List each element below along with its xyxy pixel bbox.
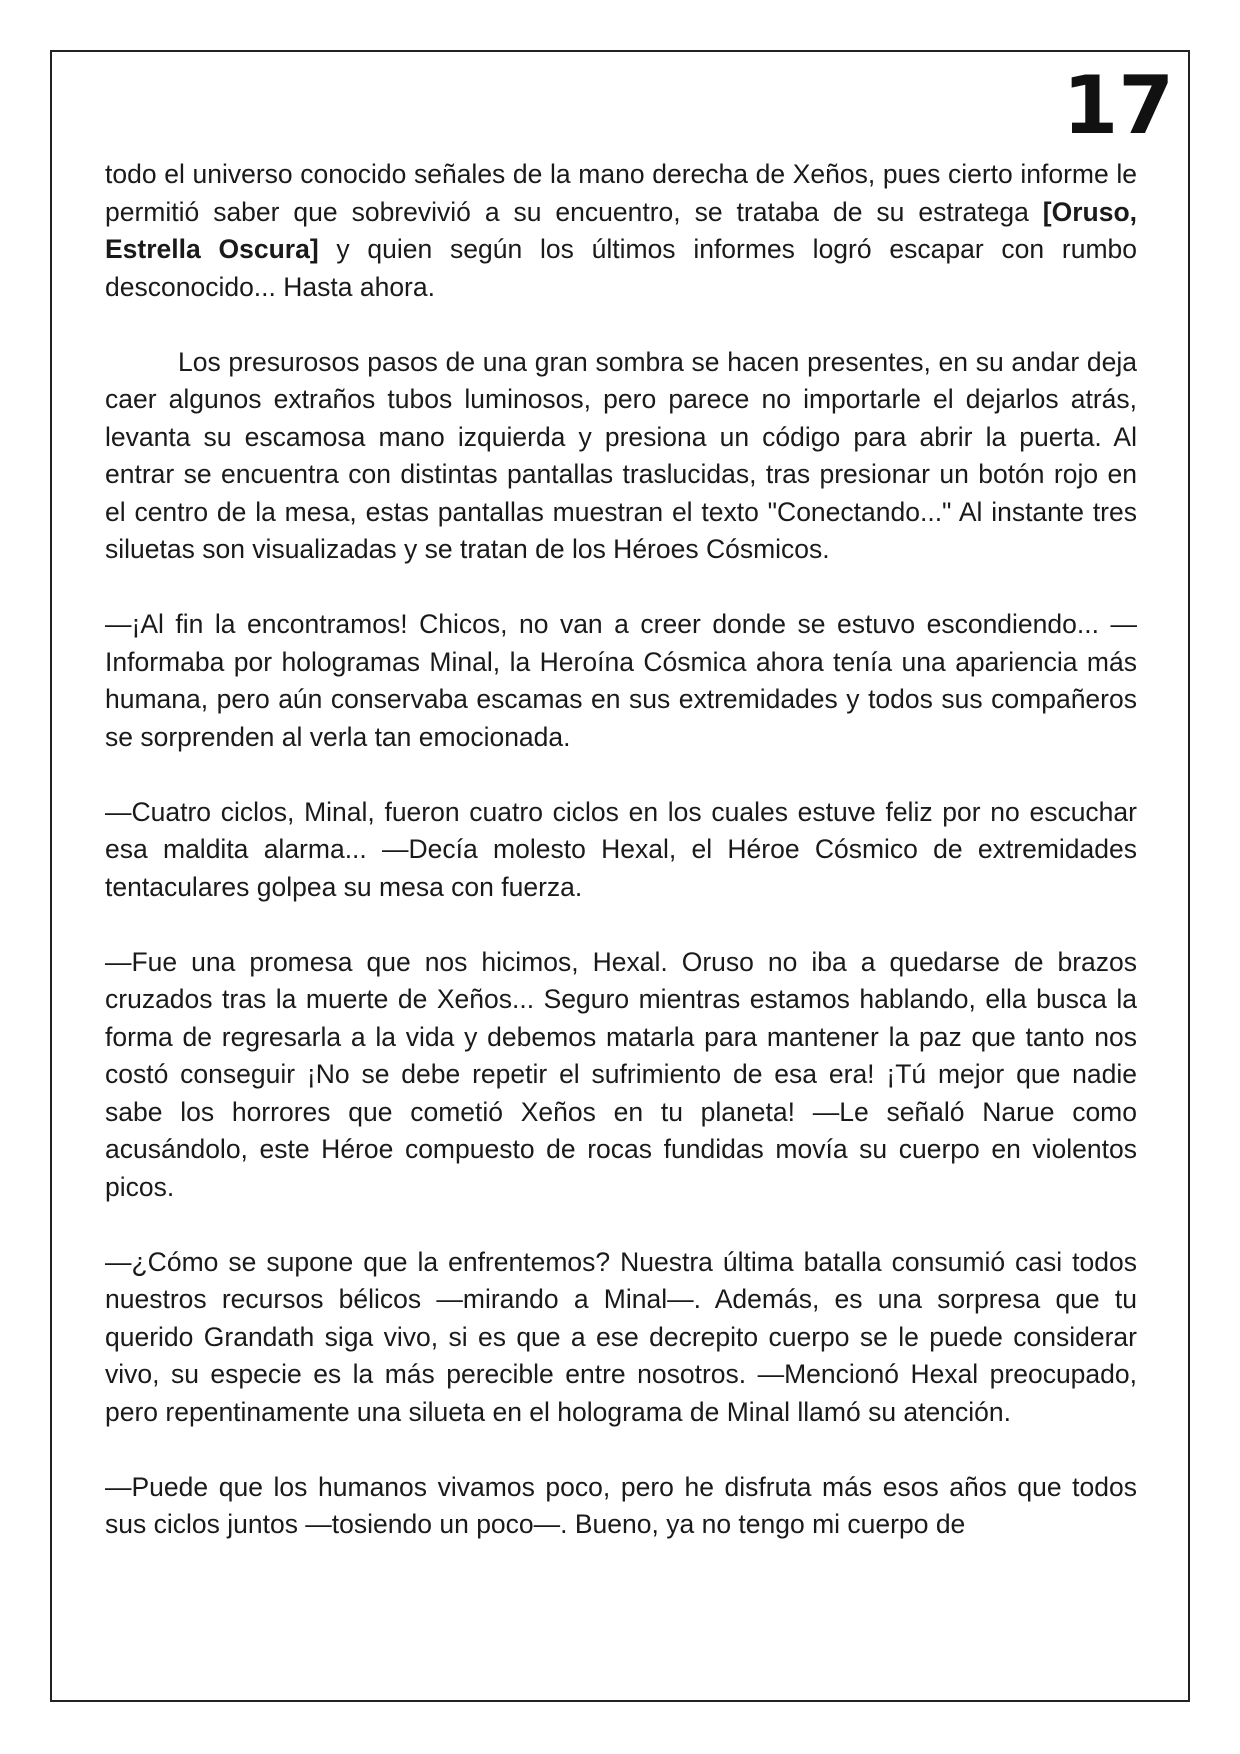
- character-name-bold: [Oruso, Estrella Oscura]: [105, 196, 1137, 264]
- paragraph-3: —¡Al fin la encontramos! Chicos, no van a creer donde se estuvo escondiendo... —Informaba por hologramas Minal, la Heroína Cósmica ahora tenía una apariencia más humana, pero aún conservaba escamas en sus extremidades y todos sus compañeros se sorprenden al verla tan emocionada.: [105, 609, 1137, 752]
- paragraph-1-end: y quien según los últimos informes logró escapar con rumbo desconocido... Hasta ahora.: [105, 234, 1137, 302]
- paragraph-2: Los presurosos pasos de una gran sombra se hacen presentes, en su andar deja caer algunos extraños tubos luminosos, pero parece no importarle el dejarlos atrás, levanta su escamosa mano izquierda y presiona un código para abrir la puerta. Al entrar se encuentra con distintas pantallas traslucidas, tras presionar un botón rojo en el centro de la mesa, estas pantallas muestran el texto "Conectando..." Al instante tres siluetas son visualizadas y se tratan de los Héroes Cósmicos.: [105, 346, 1137, 564]
- paragraph-4: —Cuatro ciclos, Minal, fueron cuatro ciclos en los cuales estuve feliz por no escuchar esa maldita alarma... —Decía molesto Hexal, el Héroe Cósmico de extremidades tentaculares golpea su mesa con fuerza.: [105, 796, 1137, 902]
- paragraph-1: [105, 156, 1137, 306]
- page-frame: [50, 50, 1190, 1702]
- paragraph-7: —Puede que los humanos vivamos poco, pero he disfruta más esos años que todos sus ciclos juntos —tosiendo un poco—. Bueno, ya no tengo mi cuerpo de: [105, 1471, 1137, 1539]
- body-text: [105, 156, 1137, 1544]
- paragraph-5: —Fue una promesa que nos hicimos, Hexal. Oruso no iba a quedarse de brazos cruzados tras la muerte de Xeños... Seguro mientras estamos hablando, ella busca la forma de regresarla a la vida y debemos matarla para mantener la paz que tanto nos costó conseguir ¡No se debe repetir el sufrimiento de esa era! ¡Tú mejor que nadie sabe los horrores que cometió Xeños en tu planeta! —Le señaló Narue como acusándolo, este Héroe compuesto de rocas fundidas movía su cuerpo en violentos picos.: [105, 946, 1137, 1202]
- paragraph-1-start: todo el universo conocido señales de la mano derecha de Xeños, pues cierto informe le permitió saber que sobrevivió a su encuentro, se trataba de su estratega: [105, 159, 1137, 227]
- paragraph-6: —¿Cómo se supone que la enfrentemos? Nuestra última batalla consumió casi todos nuestros recursos bélicos —mirando a Minal—. Además, es una sorpresa que tu querido Grandath siga vivo, si es que a ese decrepito cuerpo se le puede considerar vivo, su especie es la más perecible entre nosotros. —Mencionó Hexal preocupado, pero repentinamente una silueta en el holograma de Minal llamó su atención.: [105, 1246, 1137, 1427]
- page-number: 17: [1062, 59, 1174, 152]
